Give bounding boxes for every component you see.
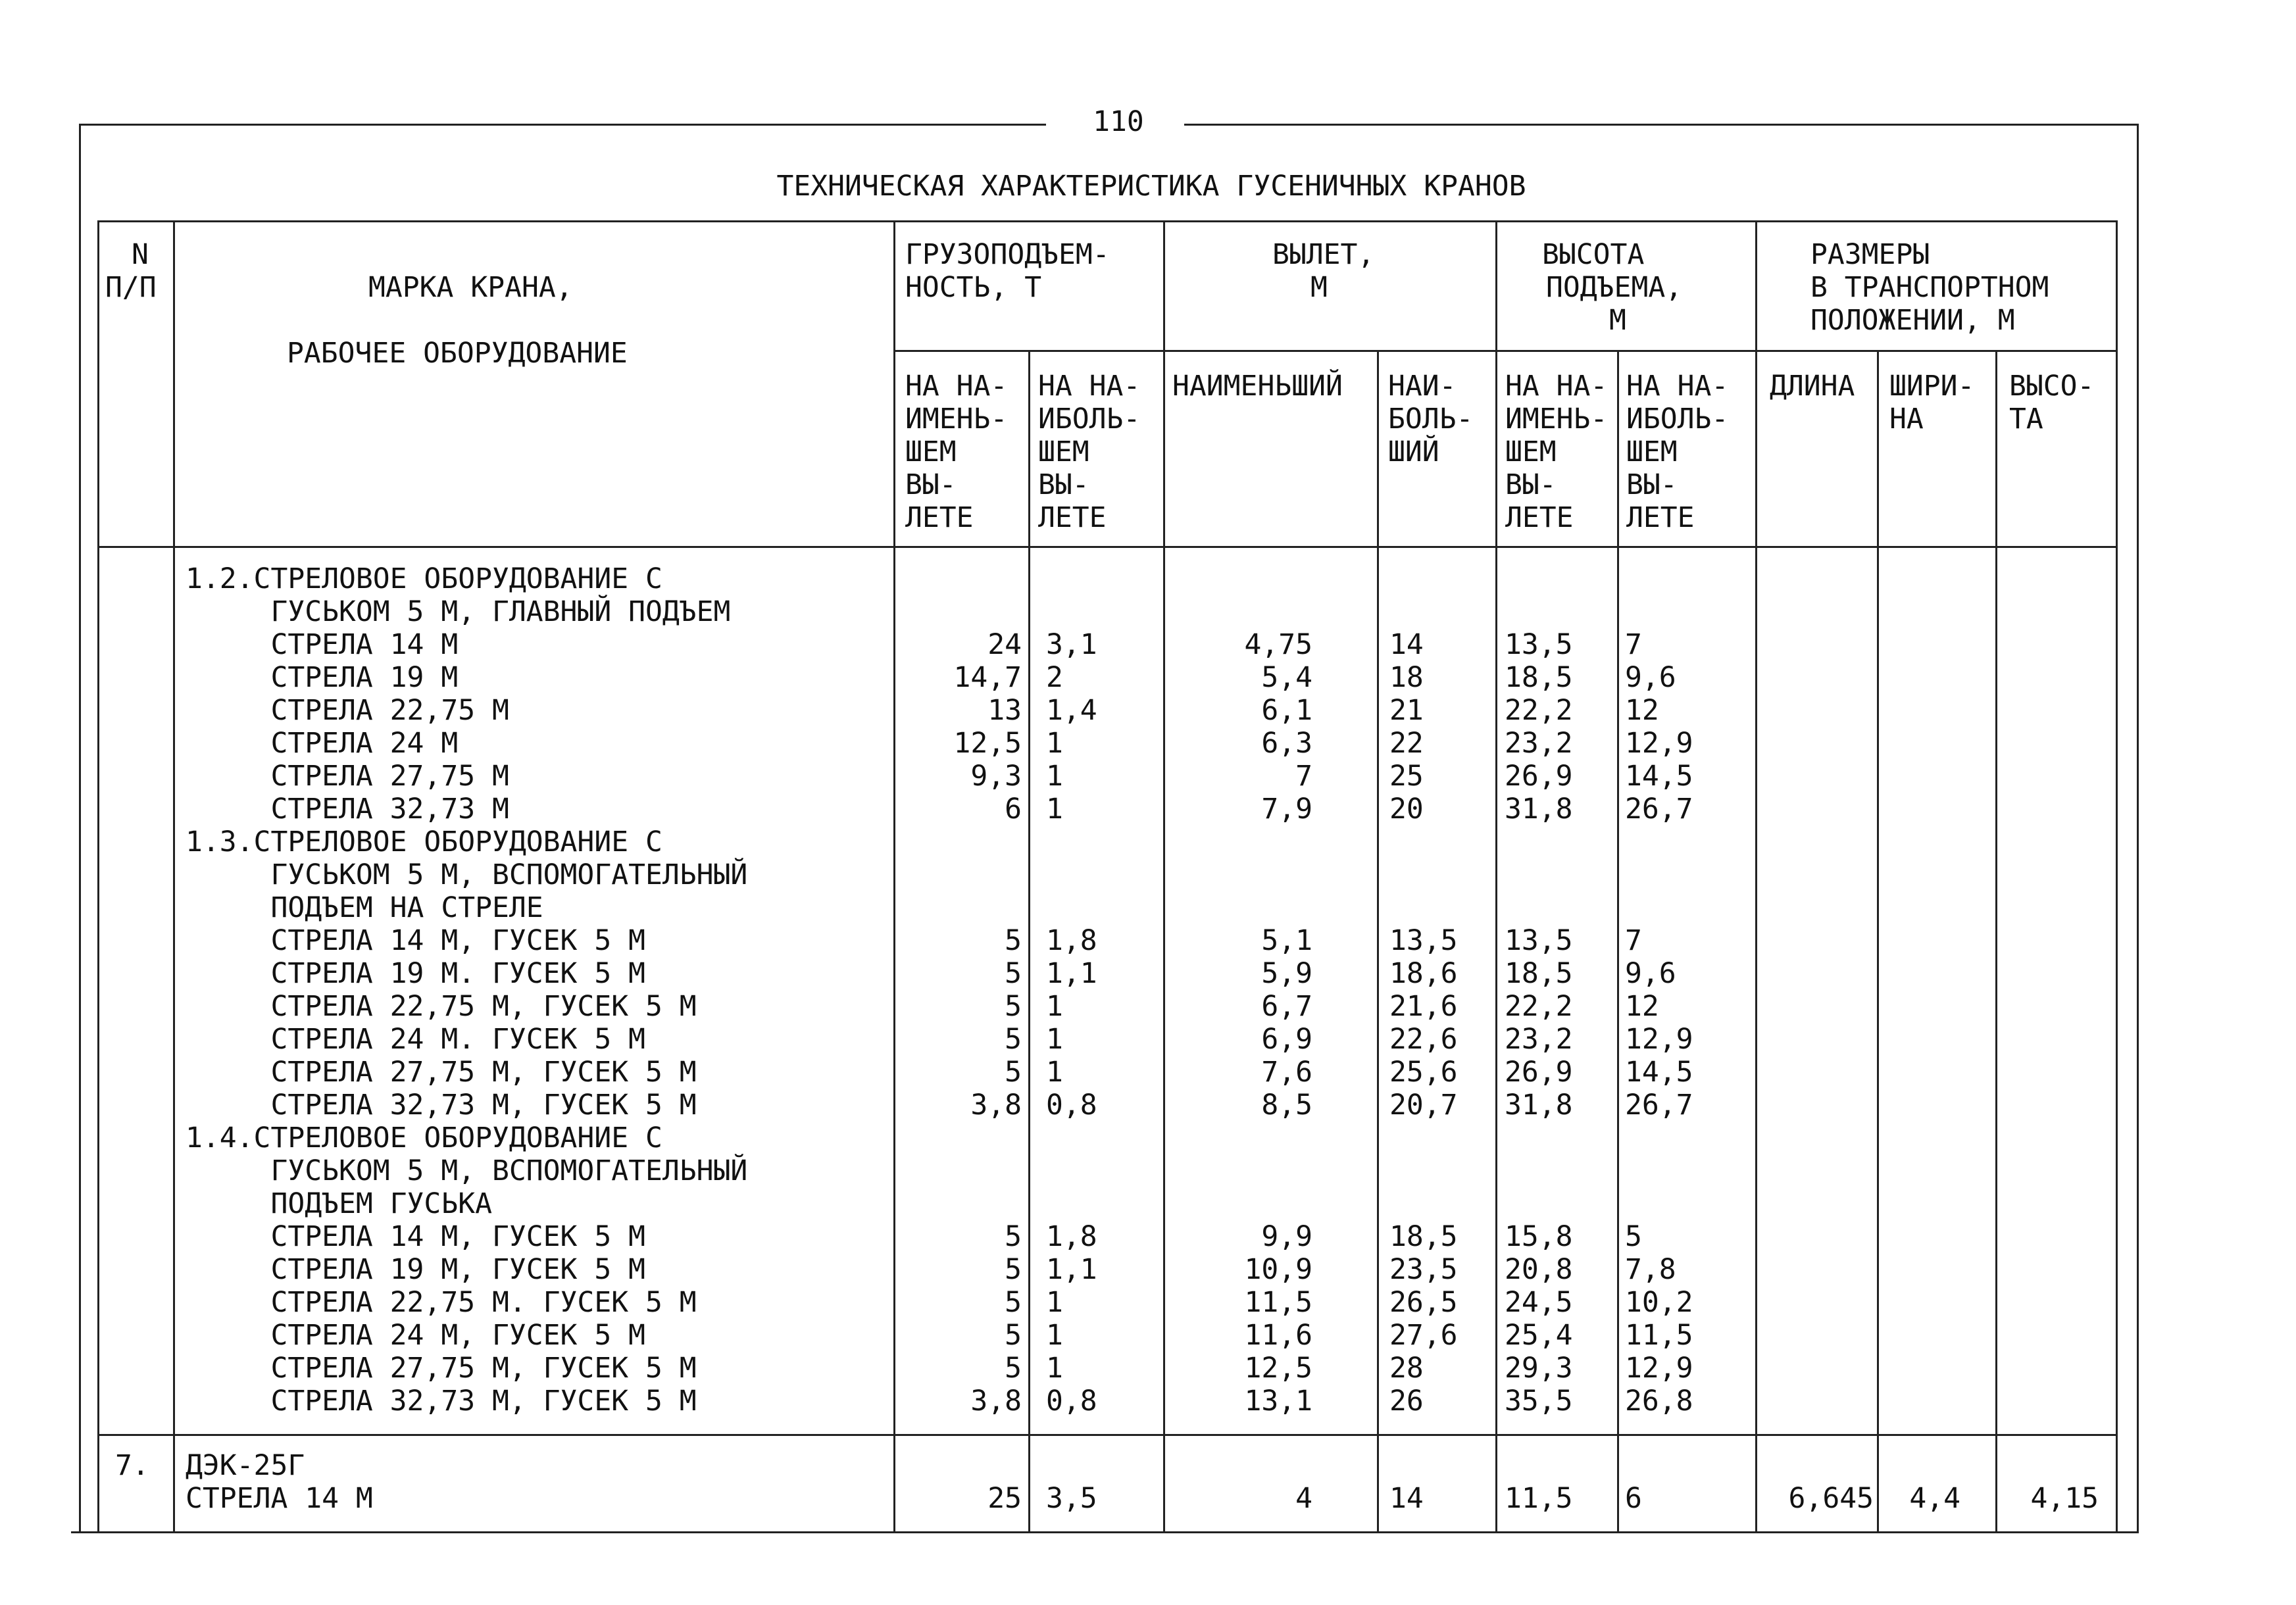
row-cell-c2: 1: [1046, 1056, 1063, 1089]
row-cell-mark: СТРЕЛА 19 М. ГУСЕК 5 М: [186, 957, 645, 990]
row-cell-r1: 7,6: [1261, 1056, 1312, 1089]
row-cell-r2: 25,6: [1389, 1056, 1458, 1089]
row-cell-r2: 13,5: [1389, 924, 1458, 957]
table-row: [0, 1482, 2296, 1515]
row-cell-c2: 1: [1046, 793, 1063, 826]
subheader-line: [895, 350, 2116, 352]
row-cell-h2: 26,8: [1625, 1385, 1693, 1418]
sub-hgt-2: ТА: [2009, 403, 2043, 435]
table-row: [0, 1154, 2296, 1187]
section-divider: [97, 1434, 2116, 1436]
row-cell-c2: 1,1: [1046, 1253, 1097, 1286]
row-cell-mark: ПОДЪЕМ НА СТРЕЛЕ: [186, 891, 543, 924]
row-cell-h2: 11,5: [1625, 1319, 1693, 1352]
sub-reach-max-1: НАИ-: [1388, 370, 1457, 403]
row-cell-h2: 5: [1625, 1220, 1642, 1253]
row-cell-mark: ГУСЬКОМ 5 М, ВСПОМОГАТЕЛЬНЫЙ: [186, 858, 748, 891]
row-cell-h2: 14,5: [1625, 1056, 1693, 1089]
row-cell-r1: 5,4: [1261, 661, 1312, 694]
row-cell-r1: 6,3: [1261, 727, 1312, 760]
header-height-3: М: [1609, 304, 1626, 337]
last-row-cell-w: 4,4: [1909, 1482, 1960, 1515]
table-row: [0, 1253, 2296, 1286]
last-row-cell-c2: 3,5: [1046, 1482, 1097, 1515]
table-row: [0, 924, 2296, 957]
row-cell-h1: 35,5: [1505, 1385, 1573, 1418]
row-cell-c2: 1: [1046, 1023, 1063, 1056]
sub-reach-min: НАИМЕНЬШИЙ: [1172, 370, 1343, 403]
table-row: [0, 957, 2296, 990]
row-cell-r1: 12,5: [1244, 1352, 1312, 1385]
row-cell-c2: 1,8: [1046, 924, 1097, 957]
row-cell-mark: ГУСЬКОМ 5 М, ВСПОМОГАТЕЛЬНЫЙ: [186, 1154, 748, 1187]
header-height-1: ВЫСОТА: [1542, 238, 1645, 271]
table-row: [0, 1449, 2296, 1482]
sub-cap-min-1: НА НА-: [905, 370, 1008, 403]
row-cell-r1: 13,1: [1244, 1385, 1312, 1418]
row-cell-h2: 12: [1625, 694, 1659, 727]
row-cell-c1: 14,7: [953, 661, 1022, 694]
row-cell-h1: 18,5: [1505, 661, 1573, 694]
row-cell-mark: СТРЕЛА 14 М, ГУСЕК 5 М: [186, 924, 645, 957]
row-cell-h1: 18,5: [1505, 957, 1573, 990]
row-cell-h1: 24,5: [1505, 1286, 1573, 1319]
table-top: [97, 220, 2116, 222]
row-cell-h1: 13,5: [1505, 924, 1573, 957]
row-cell-r1: 6,1: [1261, 694, 1312, 727]
sub-cap-max-5: ЛЕТЕ: [1038, 501, 1107, 534]
table-row: [0, 661, 2296, 694]
row-cell-h2: 26,7: [1625, 793, 1693, 826]
sub-cap-max-1: НА НА-: [1038, 370, 1141, 403]
row-cell-mark: СТРЕЛА 14 М, ГУСЕК 5 М: [186, 1220, 645, 1253]
row-cell-mark: СТРЕЛА 19 М, ГУСЕК 5 М: [186, 1253, 645, 1286]
row-cell-h1: 22,2: [1505, 694, 1573, 727]
header-capacity-1: ГРУЗОПОДЪЕМ-: [905, 238, 1110, 271]
header-dims-2: В ТРАНСПОРТНОМ: [1810, 271, 2049, 304]
row-cell-r2: 26: [1389, 1385, 1424, 1418]
table-row: [0, 990, 2296, 1023]
sub-h-max-2: ИБОЛЬ-: [1626, 403, 1729, 435]
table-row: [0, 1089, 2296, 1122]
table-row: [0, 694, 2296, 727]
header-capacity-2: НОСТЬ, Т: [905, 271, 1042, 304]
page-number: 110: [1053, 105, 1184, 138]
sub-hgt-1: ВЫСО-: [2009, 370, 2095, 403]
row-cell-mark: 1.2.СТРЕЛОВОЕ ОБОРУДОВАНИЕ С: [186, 562, 662, 595]
sub-h-max-4: ВЫ-: [1626, 468, 1678, 501]
row-cell-r2: 18: [1389, 661, 1424, 694]
row-cell-mark: СТРЕЛА 27,75 М, ГУСЕК 5 М: [186, 1056, 697, 1089]
row-cell-c2: 1,4: [1046, 694, 1097, 727]
row-cell-c2: 1: [1046, 727, 1063, 760]
row-cell-mark: СТРЕЛА 24 М: [186, 727, 459, 760]
row-cell-r2: 27,6: [1389, 1319, 1458, 1352]
row-cell-c1: 9,3: [970, 760, 1022, 793]
header-num-1: N: [132, 238, 149, 271]
sub-cap-min-5: ЛЕТЕ: [905, 501, 974, 534]
row-cell-c2: 1,8: [1046, 1220, 1097, 1253]
row-cell-h1: 23,2: [1505, 727, 1573, 760]
row-cell-h1: 22,2: [1505, 990, 1573, 1023]
table-row: [0, 826, 2296, 858]
header-mark-3: РАБОЧЕЕ ОБОРУДОВАНИЕ: [287, 337, 628, 370]
row-cell-c2: 3,1: [1046, 628, 1097, 661]
row-cell-mark: СТРЕЛА 22,75 М, ГУСЕК 5 М: [186, 990, 697, 1023]
frame-bottom: [71, 1531, 2139, 1533]
row-cell-h2: 12,9: [1625, 727, 1693, 760]
header-dims-3: ПОЛОЖЕНИИ, М: [1810, 304, 2015, 337]
header-bottom: [97, 546, 2116, 548]
row-cell-h2: 10,2: [1625, 1286, 1693, 1319]
last-row-cell-c1: 25: [987, 1482, 1022, 1515]
row-cell-r1: 11,5: [1244, 1286, 1312, 1319]
row-cell-h2: 12,9: [1625, 1023, 1693, 1056]
row-cell-mark: СТРЕЛА 27,75 М: [186, 760, 509, 793]
row-cell-r2: 26,5: [1389, 1286, 1458, 1319]
last-row-cell-l: 6,645: [1788, 1482, 1874, 1515]
row-cell-h2: 12: [1625, 990, 1659, 1023]
header-dims-1: РАЗМЕРЫ: [1810, 238, 1930, 271]
row-cell-c1: 24: [987, 628, 1022, 661]
row-cell-r2: 14: [1389, 628, 1424, 661]
row-cell-r1: 6,7: [1261, 990, 1312, 1023]
row-cell-h1: 26,9: [1505, 1056, 1573, 1089]
table-row: [0, 628, 2296, 661]
row-cell-c1: 5: [1005, 1023, 1022, 1056]
sub-h-min-3: ШЕМ: [1505, 435, 1557, 468]
row-cell-c1: 5: [1005, 924, 1022, 957]
sub-wid-1: ШИРИ-: [1889, 370, 1975, 403]
header-mark-1: МАРКА КРАНА,: [368, 271, 573, 304]
table-row: [0, 727, 2296, 760]
row-cell-c1: 5: [1005, 1220, 1022, 1253]
row-cell-h1: 23,2: [1505, 1023, 1573, 1056]
table-row: [0, 793, 2296, 826]
table-row: [0, 562, 2296, 595]
last-row-cell-mark: СТРЕЛА 14 М: [186, 1482, 373, 1515]
last-row-cell-t: 4,15: [2030, 1482, 2099, 1515]
sub-cap-min-4: ВЫ-: [905, 468, 957, 501]
row-cell-mark: СТРЕЛА 32,73 М: [186, 793, 509, 826]
row-cell-c1: 5: [1005, 957, 1022, 990]
row-cell-r1: 7,9: [1261, 793, 1312, 826]
row-cell-r1: 4,75: [1244, 628, 1312, 661]
row-cell-h1: 29,3: [1505, 1352, 1573, 1385]
row-cell-mark: 1.3.СТРЕЛОВОЕ ОБОРУДОВАНИЕ С: [186, 826, 662, 858]
row-cell-c1: 5: [1005, 1319, 1022, 1352]
row-cell-r1: 7: [1295, 760, 1312, 793]
row-cell-c1: 12,5: [953, 727, 1022, 760]
row-cell-r2: 28: [1389, 1352, 1424, 1385]
table-row: [0, 1122, 2296, 1154]
row-cell-c1: 3,8: [970, 1385, 1022, 1418]
table-row: [0, 858, 2296, 891]
last-row-cell-h2: 6: [1625, 1482, 1642, 1515]
row-cell-h1: 20,8: [1505, 1253, 1573, 1286]
table-row: [0, 1319, 2296, 1352]
last-row-cell-num: 7.: [115, 1449, 149, 1482]
row-cell-mark: 1.4.СТРЕЛОВОЕ ОБОРУДОВАНИЕ С: [186, 1122, 662, 1154]
row-cell-r2: 18,6: [1389, 957, 1458, 990]
row-cell-c1: 3,8: [970, 1089, 1022, 1122]
row-cell-mark: СТРЕЛА 19 М: [186, 661, 459, 694]
row-cell-c2: 1: [1046, 990, 1063, 1023]
row-cell-c2: 0,8: [1046, 1089, 1097, 1122]
last-row-cell-h1: 11,5: [1505, 1482, 1573, 1515]
table-row: [0, 1187, 2296, 1220]
table-row: [0, 760, 2296, 793]
row-cell-h1: 25,4: [1505, 1319, 1573, 1352]
row-cell-c2: 1,1: [1046, 957, 1097, 990]
row-cell-c2: 1: [1046, 1319, 1063, 1352]
row-cell-h2: 26,7: [1625, 1089, 1693, 1122]
row-cell-r1: 6,9: [1261, 1023, 1312, 1056]
row-cell-mark: СТРЕЛА 14 М: [186, 628, 459, 661]
row-cell-h2: 7: [1625, 628, 1642, 661]
sub-h-max-1: НА НА-: [1626, 370, 1729, 403]
sub-cap-max-2: ИБОЛЬ-: [1038, 403, 1141, 435]
sub-reach-max-2: БОЛЬ-: [1388, 403, 1474, 435]
row-cell-mark: СТРЕЛА 22,75 М. ГУСЕК 5 М: [186, 1286, 697, 1319]
row-cell-c1: 5: [1005, 1056, 1022, 1089]
sub-h-min-1: НА НА-: [1505, 370, 1608, 403]
header-num-2: П/П: [105, 271, 157, 304]
row-cell-r2: 22: [1389, 727, 1424, 760]
row-cell-mark: СТРЕЛА 24 М. ГУСЕК 5 М: [186, 1023, 645, 1056]
row-cell-c2: 0,8: [1046, 1385, 1097, 1418]
row-cell-h1: 13,5: [1505, 628, 1573, 661]
header-height-2: ПОДЪЕМА,: [1546, 271, 1683, 304]
header-reach-2: М: [1310, 271, 1328, 304]
row-cell-r2: 20: [1389, 793, 1424, 826]
last-row-cell-mark: ДЭК-25Г: [186, 1449, 305, 1482]
last-row-cell-r2: 14: [1389, 1482, 1424, 1515]
sub-h-min-5: ЛЕТЕ: [1505, 501, 1574, 534]
table-row: [0, 1220, 2296, 1253]
sub-h-max-5: ЛЕТЕ: [1626, 501, 1695, 534]
sub-h-max-3: ШЕМ: [1626, 435, 1678, 468]
row-cell-h2: 7: [1625, 924, 1642, 957]
row-cell-c1: 5: [1005, 990, 1022, 1023]
sub-reach-max-3: ШИЙ: [1388, 435, 1439, 468]
table-row: [0, 891, 2296, 924]
row-cell-mark: СТРЕЛА 22,75 М: [186, 694, 509, 727]
table-row: [0, 1385, 2296, 1418]
table-row: [0, 1352, 2296, 1385]
row-cell-c2: 1: [1046, 1286, 1063, 1319]
row-cell-c1: 13: [987, 694, 1022, 727]
row-cell-r1: 5,1: [1261, 924, 1312, 957]
row-cell-r1: 10,9: [1244, 1253, 1312, 1286]
table-row: [0, 1286, 2296, 1319]
row-cell-r1: 8,5: [1261, 1089, 1312, 1122]
row-cell-r1: 5,9: [1261, 957, 1312, 990]
table-row: [0, 595, 2296, 628]
sub-h-min-4: ВЫ-: [1505, 468, 1557, 501]
row-cell-r2: 21: [1389, 694, 1424, 727]
row-cell-r2: 23,5: [1389, 1253, 1458, 1286]
row-cell-c1: 5: [1005, 1286, 1022, 1319]
row-cell-c1: 5: [1005, 1352, 1022, 1385]
row-cell-mark: СТРЕЛА 27,75 М, ГУСЕК 5 М: [186, 1352, 697, 1385]
sub-cap-min-2: ИМЕНЬ-: [905, 403, 1008, 435]
row-cell-h2: 12,9: [1625, 1352, 1693, 1385]
row-cell-c1: 6: [1005, 793, 1022, 826]
sub-cap-max-4: ВЫ-: [1038, 468, 1089, 501]
row-cell-mark: СТРЕЛА 32,73 М, ГУСЕК 5 М: [186, 1385, 697, 1418]
sub-cap-min-3: ШЕМ: [905, 435, 957, 468]
frame-top-right: [1178, 124, 2138, 126]
row-cell-h2: 14,5: [1625, 760, 1693, 793]
row-cell-r1: 11,6: [1244, 1319, 1312, 1352]
row-cell-mark: ПОДЪЕМ ГУСЬКА: [186, 1187, 492, 1220]
row-cell-r2: 20,7: [1389, 1089, 1458, 1122]
row-cell-h2: 7,8: [1625, 1253, 1676, 1286]
row-cell-c1: 5: [1005, 1253, 1022, 1286]
last-row-cell-r1: 4: [1295, 1482, 1312, 1515]
header-reach-1: ВЫЛЕТ,: [1272, 238, 1375, 271]
row-cell-h1: 15,8: [1505, 1220, 1573, 1253]
row-cell-c2: 2: [1046, 661, 1063, 694]
row-cell-r2: 25: [1389, 760, 1424, 793]
sub-h-min-2: ИМЕНЬ-: [1505, 403, 1608, 435]
row-cell-h2: 9,6: [1625, 957, 1676, 990]
sub-len: ДЛИНА: [1770, 370, 1855, 403]
row-cell-mark: СТРЕЛА 24 М, ГУСЕК 5 М: [186, 1319, 645, 1352]
row-cell-c2: 1: [1046, 760, 1063, 793]
frame-top-left: [79, 124, 1046, 126]
sub-cap-max-3: ШЕМ: [1038, 435, 1089, 468]
page-title: ТЕХНИЧЕСКАЯ ХАРАКТЕРИСТИКА ГУСЕНИЧНЫХ КРАНОВ: [776, 170, 1526, 203]
row-cell-h1: 31,8: [1505, 793, 1573, 826]
row-cell-mark: СТРЕЛА 32,73 М, ГУСЕК 5 М: [186, 1089, 697, 1122]
row-cell-h1: 26,9: [1505, 760, 1573, 793]
row-cell-h2: 9,6: [1625, 661, 1676, 694]
row-cell-r2: 22,6: [1389, 1023, 1458, 1056]
row-cell-h1: 31,8: [1505, 1089, 1573, 1122]
row-cell-c2: 1: [1046, 1352, 1063, 1385]
row-cell-r2: 21,6: [1389, 990, 1458, 1023]
row-cell-mark: ГУСЬКОМ 5 М, ГЛАВНЫЙ ПОДЪЕМ: [186, 595, 731, 628]
sub-wid-2: НА: [1889, 403, 1924, 435]
table-row: [0, 1023, 2296, 1056]
table-row: [0, 1056, 2296, 1089]
row-cell-r1: 9,9: [1261, 1220, 1312, 1253]
row-cell-r2: 18,5: [1389, 1220, 1458, 1253]
